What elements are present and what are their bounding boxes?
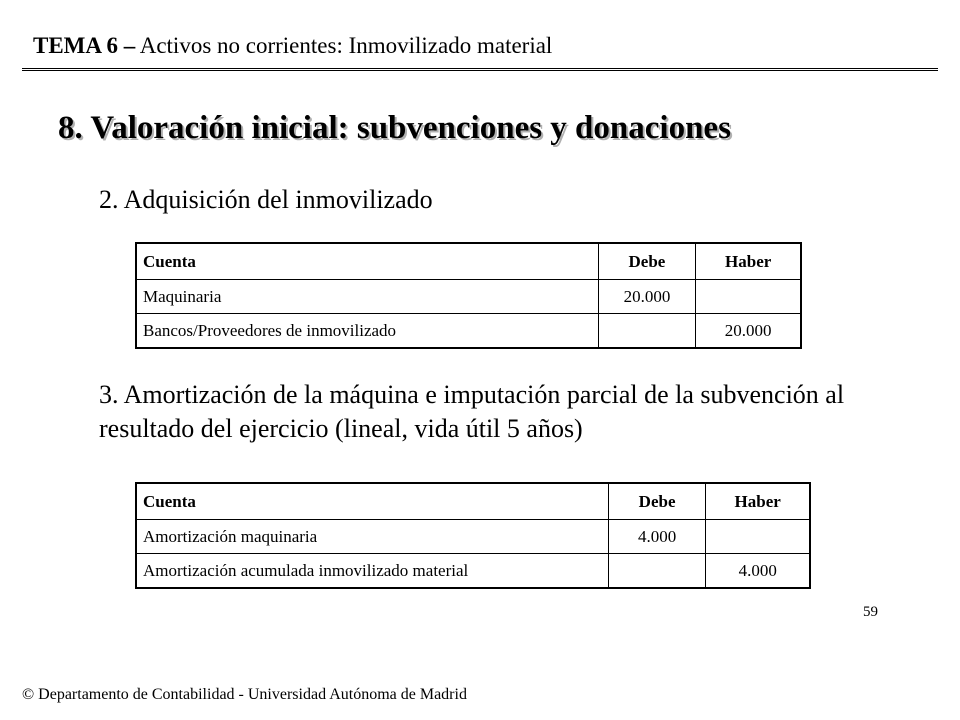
- column-header-debe: Debe: [608, 483, 706, 520]
- cell-debe: [608, 554, 706, 589]
- cell-cuenta: Bancos/Proveedores de inmovilizado: [136, 314, 598, 349]
- cell-debe: 20.000: [598, 280, 696, 314]
- cell-haber: 20.000: [696, 314, 801, 349]
- step-heading-amortization: 3. Amortización de la máquina e imputación parcial de la subvención al resultado del ejercicio (lineal, vida útil 5 años): [99, 380, 845, 443]
- table-row: [136, 554, 810, 589]
- column-header-debe: Debe: [598, 243, 696, 280]
- table-header-row: [136, 243, 801, 280]
- topic-number: TEMA 6 –: [33, 33, 136, 58]
- cell-haber: [706, 520, 810, 554]
- table-row: [136, 280, 801, 314]
- table-row: [136, 520, 810, 554]
- step-heading-acquisition: 2. Adquisición del inmovilizado: [99, 185, 433, 214]
- column-header-cuenta: Cuenta: [136, 243, 598, 280]
- journal-entry-table-amortization: [135, 482, 811, 589]
- cell-haber: 4.000: [706, 554, 810, 589]
- cell-haber: [696, 280, 801, 314]
- header-divider: [22, 68, 938, 71]
- table-row: [136, 314, 801, 349]
- column-header-haber: Haber: [706, 483, 810, 520]
- cell-debe: [598, 314, 696, 349]
- journal-entry-table-acquisition: [135, 242, 802, 349]
- cell-cuenta: Amortización acumulada inmovilizado material: [136, 554, 608, 589]
- page-number: 59: [863, 604, 878, 620]
- cell-cuenta: Amortización maquinaria: [136, 520, 608, 554]
- footer-copyright: © Departamento de Contabilidad - Universidad Autónoma de Madrid: [22, 686, 467, 703]
- column-header-haber: Haber: [696, 243, 801, 280]
- column-header-cuenta: Cuenta: [136, 483, 608, 520]
- section-title: 8. Valoración inicial: subvenciones y donaciones: [58, 110, 731, 146]
- cell-cuenta: Maquinaria: [136, 280, 598, 314]
- cell-debe: 4.000: [608, 520, 706, 554]
- table-header-row: [136, 483, 810, 520]
- topic-header: [33, 33, 552, 59]
- topic-title: Activos no corrientes: Inmovilizado material: [139, 33, 553, 58]
